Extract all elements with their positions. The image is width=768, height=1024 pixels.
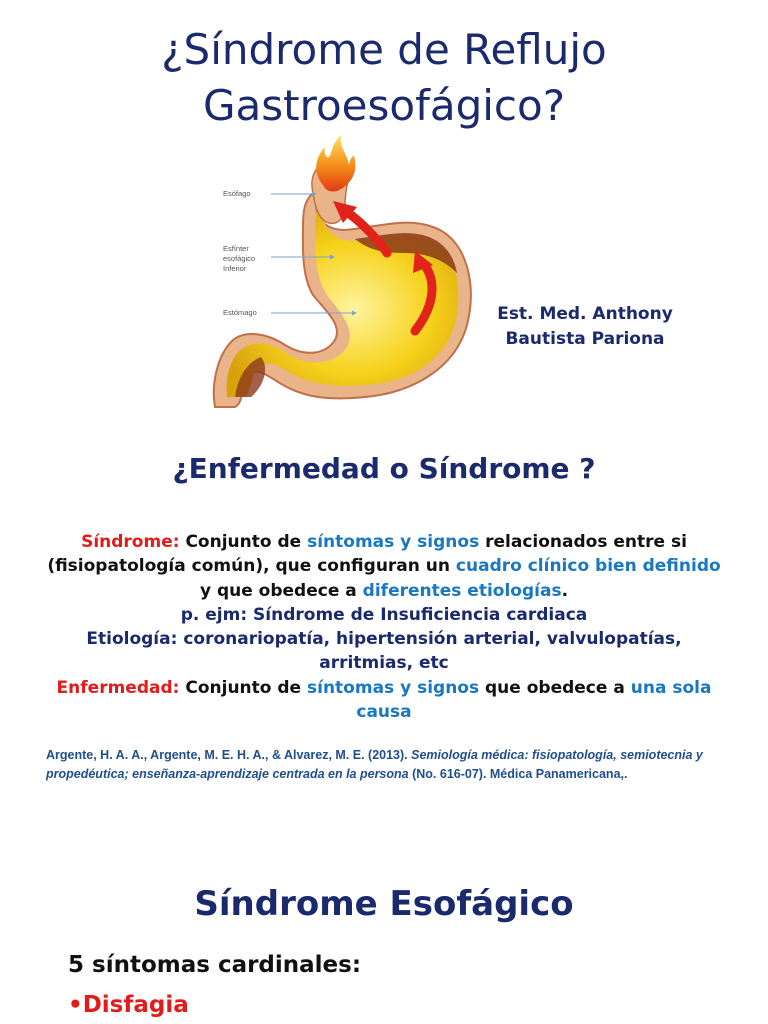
section-heading-esofagico: Síndrome Esofágico	[194, 884, 574, 924]
stomach-illustration	[205, 135, 495, 410]
label-estomago: Estómago	[223, 308, 257, 317]
definitions-block	[40, 530, 728, 724]
author-name	[470, 302, 700, 352]
etiology-line: Etiología: coronariopatía, hipertensión arterial, valvulopatías, arritmias, etc	[86, 629, 682, 674]
example-line: p. ejm: Síndrome de Insuficiencia cardiaca	[180, 604, 588, 625]
slide-title-line1: ¿Síndrome de Reflujo	[161, 25, 607, 74]
label-esofago: Esófago	[223, 189, 251, 198]
label-esfinter-2: esofágico	[223, 254, 256, 263]
slide-title-line2: Gastroesofágico?	[202, 81, 566, 130]
section-heading-enfermedad: ¿Enfermedad o Síndrome ?	[172, 452, 596, 485]
term-sindrome: Síndrome:	[81, 532, 180, 552]
author-line2: Bautista Pariona	[505, 329, 665, 349]
slide-title	[0, 22, 768, 134]
flame-icon	[316, 135, 355, 192]
cardinal-symptoms-heading: 5 síntomas cardinales:	[68, 952, 362, 978]
symptom-disfagia: Disfagia	[82, 992, 189, 1018]
label-esfinter-1: Esfínter	[223, 244, 249, 253]
symptom-list-item	[68, 992, 189, 1018]
definition-sindrome: Síndrome: Conjunto de síntomas y signos relacionados entre si (fisiopatología común), que configuran un cuadro clínico bien definido y que obedece a diferentes etiologías.	[47, 532, 721, 601]
bullet-icon: •	[68, 992, 83, 1018]
term-enfermedad: Enfermedad:	[56, 677, 180, 698]
definition-enfermedad: Enfermedad: Conjunto de síntomas y signos que obedece a una sola causa	[56, 677, 712, 723]
reference-citation: Argente, H. A. A., Argente, M. E. H. A., & Alvarez, M. E. (2013). Semiología médica: fisiopatología, semiotecnia y propedéutica; enseñanza-aprendizaje centrada en la persona (No. 616-07). Médica Panamericana,.	[46, 748, 703, 781]
author-line1: Est. Med. Anthony	[497, 304, 673, 324]
label-esfinter-3: Inferior	[223, 264, 247, 273]
